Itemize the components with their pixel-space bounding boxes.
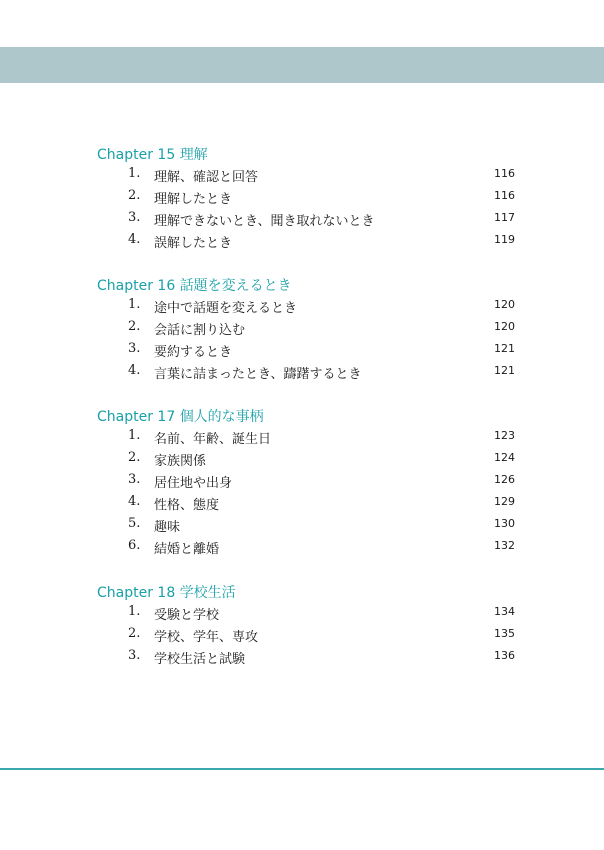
toc-entry[interactable] xyxy=(0,450,604,472)
header-band xyxy=(0,47,604,83)
toc-entry[interactable] xyxy=(0,494,604,516)
chapter-heading[interactable]: Chapter 17 個人的な事柄 xyxy=(97,409,264,425)
entry-page-number: 136 xyxy=(494,649,515,662)
toc-entry[interactable] xyxy=(0,188,604,210)
entry-title: 趣味 xyxy=(154,520,181,535)
entry-page-number: 130 xyxy=(494,517,515,530)
chapter-heading[interactable]: Chapter 15 理解 xyxy=(97,147,208,163)
toc-entry[interactable] xyxy=(0,319,604,341)
entry-number: 2. xyxy=(128,450,141,465)
entry-number: 1. xyxy=(128,166,141,181)
entry-number: 3. xyxy=(128,472,141,487)
entry-page-number: 116 xyxy=(494,167,515,180)
entry-number: 4. xyxy=(128,232,141,247)
toc-entry[interactable] xyxy=(0,363,604,385)
entry-title: 途中で話題を変えるとき xyxy=(154,301,298,316)
toc-entry[interactable] xyxy=(0,516,604,538)
entry-title: 理解できないとき、聞き取れないとき xyxy=(154,214,375,229)
toc-entry[interactable] xyxy=(0,297,604,319)
entry-page-number: 129 xyxy=(494,495,515,508)
entry-title: 理解したとき xyxy=(154,192,233,207)
entry-number: 3. xyxy=(128,341,141,356)
toc-entry[interactable] xyxy=(0,648,604,670)
entry-title: 要約するとき xyxy=(154,345,233,360)
toc-entry[interactable] xyxy=(0,428,604,450)
entry-page-number: 120 xyxy=(494,320,515,333)
entry-title: 会話に割り込む xyxy=(154,323,246,338)
entry-number: 4. xyxy=(128,363,141,378)
entry-title: 誤解したとき xyxy=(154,236,233,251)
entry-page-number: 121 xyxy=(494,364,515,377)
entry-page-number: 132 xyxy=(494,539,515,552)
entry-number: 1. xyxy=(128,604,141,619)
footer-rule xyxy=(0,768,604,770)
entry-page-number: 123 xyxy=(494,429,515,442)
entry-title: 性格、態度 xyxy=(154,498,220,513)
toc-entry[interactable] xyxy=(0,232,604,254)
entry-page-number: 117 xyxy=(494,211,515,224)
entry-page-number: 124 xyxy=(494,451,515,464)
entry-number: 1. xyxy=(128,428,141,443)
toc-entry[interactable] xyxy=(0,604,604,626)
entry-page-number: 119 xyxy=(494,233,515,246)
entry-page-number: 134 xyxy=(494,605,515,618)
entry-title: 居住地や出身 xyxy=(154,476,233,491)
entry-title: 学校生活と試験 xyxy=(154,652,246,667)
toc-entry[interactable] xyxy=(0,166,604,188)
chapter-heading[interactable]: Chapter 16 話題を変えるとき xyxy=(97,278,292,294)
entry-title: 言葉に詰まったとき、躊躇するとき xyxy=(154,367,362,382)
entry-title: 受験と学校 xyxy=(154,608,220,623)
entry-page-number: 116 xyxy=(494,189,515,202)
entry-title: 名前、年齢、誕生日 xyxy=(154,432,272,447)
entry-number: 5. xyxy=(128,516,141,531)
entry-number: 2. xyxy=(128,626,141,641)
entry-page-number: 135 xyxy=(494,627,515,640)
entry-title: 学校、学年、専攻 xyxy=(154,630,259,645)
entry-number: 3. xyxy=(128,210,141,225)
entry-number: 3. xyxy=(128,648,141,663)
entry-number: 2. xyxy=(128,188,141,203)
entry-title: 理解、確認と回答 xyxy=(154,170,259,185)
chapter-heading[interactable]: Chapter 18 学校生活 xyxy=(97,585,236,601)
entry-number: 1. xyxy=(128,297,141,312)
toc-entry[interactable] xyxy=(0,538,604,560)
toc-entry[interactable] xyxy=(0,210,604,232)
entry-page-number: 120 xyxy=(494,298,515,311)
entry-title: 家族関係 xyxy=(154,454,207,469)
entry-number: 4. xyxy=(128,494,141,509)
entry-page-number: 126 xyxy=(494,473,515,486)
entry-number: 6. xyxy=(128,538,141,553)
toc-entry[interactable] xyxy=(0,626,604,648)
entry-number: 2. xyxy=(128,319,141,334)
entry-page-number: 121 xyxy=(494,342,515,355)
toc-entry[interactable] xyxy=(0,472,604,494)
entry-title: 結婚と離婚 xyxy=(154,542,220,557)
toc-entry[interactable] xyxy=(0,341,604,363)
